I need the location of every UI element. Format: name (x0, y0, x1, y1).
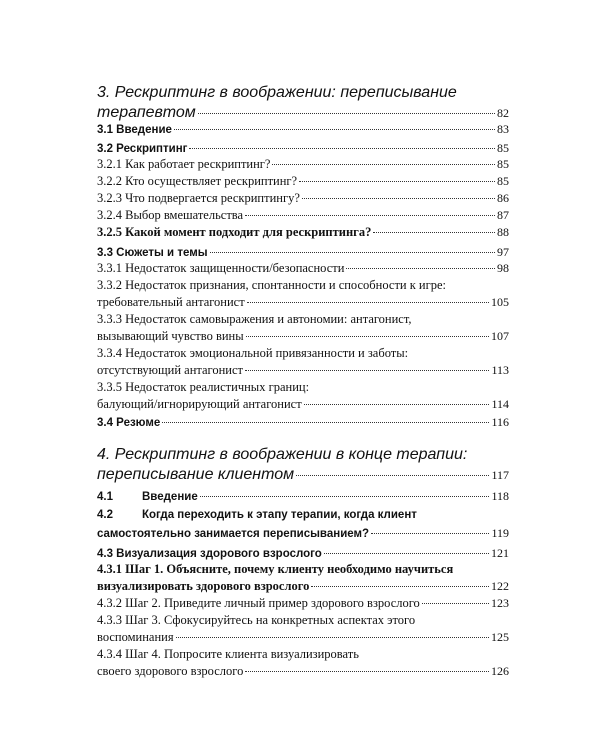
leader-dots (162, 422, 489, 423)
toc-entry-3-2-1 (97, 157, 509, 172)
page-number: 117 (491, 468, 509, 482)
page-number: 121 (491, 546, 509, 560)
leader-dots (245, 215, 495, 216)
toc-entry-4-3-1-line1 (97, 562, 509, 577)
page-number: 85 (497, 157, 509, 171)
entry-title-cont: визуализировать здорового взрослого (97, 579, 310, 593)
page-number: 88 (497, 225, 509, 239)
entry-title-cont: балующий/игнорирующий антагонист (97, 397, 302, 411)
entry-title-cont: требовательный антагонист (97, 295, 245, 309)
page-number: 114 (491, 397, 509, 411)
entry-title: 3.2.5 Какой момент подходит для рескриптинга? (97, 225, 372, 239)
entry-title: 4.3 Визуализация здорового взрослого (97, 548, 322, 560)
toc-entry-3-4 (97, 415, 509, 430)
toc-entry-3-2-4 (97, 208, 509, 223)
chapter-3-title-line2 (97, 103, 509, 123)
entry-title: 3.2.2 Кто осуществляет рескриптинг? (97, 174, 298, 188)
chapter-4-title-line1 (97, 445, 509, 465)
entry-title: 3.1 Введение (97, 124, 172, 136)
toc-entry-4-2-line2 (97, 526, 509, 541)
toc-entry-4-3-4-line1 (97, 647, 509, 662)
toc-entry-3-3 (97, 245, 509, 260)
entry-title: Введение (142, 491, 198, 503)
toc-entry-3-2-5 (97, 225, 509, 240)
chapter-3-title-cont: терапевтом (97, 104, 196, 121)
page-number: 126 (491, 664, 509, 678)
chapter-4-title-cont: переписывание клиентом (97, 466, 295, 483)
leader-dots (174, 129, 495, 130)
entry-title-cont: воспоминания (97, 630, 174, 644)
toc-entry-3-3-5-line2 (97, 397, 509, 412)
leader-dots (324, 553, 489, 554)
page-number: 97 (497, 245, 509, 259)
leader-dots (373, 232, 495, 233)
page-number: 85 (497, 141, 509, 155)
entry-title: 3.4 Резюме (97, 417, 161, 429)
toc-entry-3-3-4-line1 (97, 346, 509, 361)
toc-entry-4-3 (97, 546, 509, 561)
leader-dots (302, 198, 495, 199)
toc-entry-3-2 (97, 141, 509, 156)
toc-entry-4-3-1-line2 (97, 579, 509, 594)
toc-entry-3-2-3 (97, 191, 509, 206)
toc-entry-4-3-2 (97, 596, 509, 611)
entry-title-cont: своего здорового взрослого (97, 664, 244, 678)
toc-entry-3-3-5-line1 (97, 380, 509, 395)
page-number: 107 (491, 329, 509, 343)
chapter-3-title-text: 3. Рескриптинг в воображении: переписывание (97, 84, 457, 101)
entry-title: 3.3.2 Недостаток признания, спонтанности и способности к игре: (97, 278, 447, 292)
entry-title: 3.3.3 Недостаток самовыражения и автономии: антагонист, (97, 312, 412, 326)
chapter-4-title-line2 (97, 465, 509, 485)
toc-entry-3-3-3-line2 (97, 329, 509, 344)
entry-title: 3.2.4 Выбор вмешательства (97, 208, 244, 222)
leader-dots (200, 496, 490, 497)
page-number: 98 (497, 261, 509, 275)
toc-entry-3-1 (97, 122, 509, 137)
entry-title: 3.3.1 Недостаток защищенности/безопасности (97, 261, 345, 275)
leader-dots (245, 370, 489, 371)
entry-title: 4.3.4 Шаг 4. Попросите клиента визуализировать (97, 647, 359, 661)
toc-entry-3-2-2 (97, 174, 509, 189)
toc-entry-3-3-3-line1 (97, 312, 509, 327)
entry-title: 3.2.1 Как работает рескриптинг? (97, 157, 271, 171)
entry-title: 3.3.5 Недостаток реалистичных границ: (97, 380, 310, 394)
leader-dots (189, 148, 495, 149)
toc-entry-4-3-3-line1 (97, 613, 509, 628)
entry-title: 3.2 Рескриптинг (97, 143, 188, 155)
page-number: 82 (497, 106, 509, 120)
toc-entry-4-3-4-line2 (97, 664, 509, 679)
leader-dots (304, 404, 490, 405)
chapter-4-title-text: 4. Рескриптинг в воображении в конце терапии: (97, 446, 468, 463)
toc-entry-3-3-1 (97, 261, 509, 276)
toc-entry-3-3-2-line1 (97, 278, 509, 293)
entry-number: 4.2 (97, 509, 113, 521)
toc-entry-4-1 (97, 489, 509, 504)
page-number: 83 (497, 122, 509, 136)
leader-dots (176, 637, 489, 638)
leader-dots (245, 671, 489, 672)
entry-title: 3.3.4 Недостаток эмоциональной привязанности и заботы: (97, 346, 409, 360)
page-number: 119 (491, 526, 509, 540)
chapter-3-title-line1 (97, 83, 509, 103)
page-number: 118 (491, 489, 509, 503)
leader-dots (311, 586, 489, 587)
entry-title-cont: отсутствующий антагонист (97, 363, 244, 377)
toc-entry-3-3-4-line2 (97, 363, 509, 378)
page-number: 125 (491, 630, 509, 644)
toc-entry-4-3-3-line2 (97, 630, 509, 645)
entry-title: 3.2.3 Что подвергается рескриптингу? (97, 191, 300, 205)
entry-title: 3.3 Сюжеты и темы (97, 247, 208, 259)
entry-number: 4.1 (97, 491, 113, 503)
leader-dots (198, 113, 495, 114)
page-number: 87 (497, 208, 509, 222)
page-number: 123 (491, 596, 509, 610)
entry-title-cont: самостоятельно занимается переписыванием? (97, 528, 370, 540)
toc-entry-4-2-line1 (97, 508, 509, 522)
leader-dots (246, 336, 489, 337)
leader-dots (247, 302, 489, 303)
leader-dots (346, 268, 495, 269)
entry-title: 4.3.2 Шаг 2. Приведите личный пример здорового взрослого (97, 596, 420, 610)
page-number: 105 (491, 295, 509, 309)
leader-dots (371, 533, 489, 534)
leader-dots (299, 181, 495, 182)
page-number: 85 (497, 174, 509, 188)
page-number: 86 (497, 191, 509, 205)
page-number: 113 (491, 363, 509, 377)
entry-title: Когда переходить к этапу терапии, когда клиент (142, 509, 417, 521)
leader-dots (422, 603, 489, 604)
entry-title-cont: вызывающий чувство вины (97, 329, 244, 343)
leader-dots (272, 164, 495, 165)
leader-dots (296, 475, 489, 476)
entry-title: 4.3.3 Шаг 3. Сфокусируйтесь на конкретных аспектах этого (97, 613, 416, 627)
page-number: 122 (491, 579, 509, 593)
page-number: 116 (491, 415, 509, 429)
leader-dots (210, 252, 495, 253)
entry-title: 4.3.1 Шаг 1. Объясните, почему клиенту необходимо научиться (97, 562, 454, 576)
toc-entry-3-3-2-line2 (97, 295, 509, 310)
